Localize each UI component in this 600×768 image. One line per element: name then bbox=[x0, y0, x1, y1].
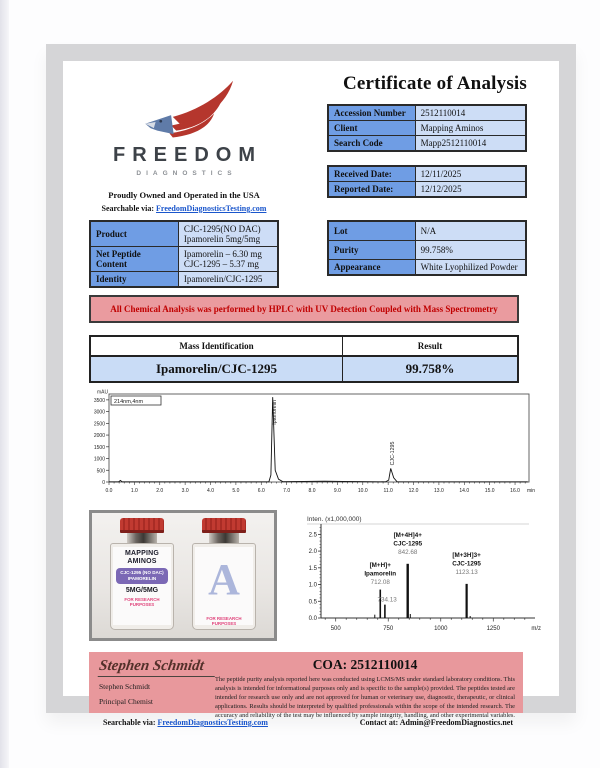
product-value-line: Ipamorelin 5mg/5mg bbox=[183, 234, 261, 244]
svg-text:CJC-1295: CJC-1295 bbox=[390, 441, 397, 466]
svg-text:13.0: 13.0 bbox=[434, 488, 444, 494]
svg-text:750: 750 bbox=[383, 626, 394, 632]
signature-script: Stephen Schmidt bbox=[98, 658, 217, 677]
vial-back bbox=[186, 518, 262, 633]
net-peptide-label: Net Peptide Content bbox=[90, 247, 178, 272]
svg-text:500: 500 bbox=[96, 468, 105, 475]
lot-label: Lot bbox=[328, 221, 415, 240]
vial-cap bbox=[202, 518, 246, 533]
coa-number: COA: 2512110014 bbox=[312, 657, 418, 672]
company-tagline: Proudly Owned and Operated in the USA bbox=[108, 190, 260, 200]
certificate-column bbox=[293, 69, 543, 288]
table-row bbox=[90, 356, 518, 382]
svg-text:7.0: 7.0 bbox=[283, 488, 291, 494]
svg-text:1000: 1000 bbox=[434, 626, 448, 632]
mass-identification-table bbox=[89, 335, 519, 383]
svg-text:Ipamorelin: Ipamorelin bbox=[364, 570, 397, 578]
svg-text:4.0: 4.0 bbox=[207, 488, 214, 494]
client-value: Mapping Aminos bbox=[415, 121, 526, 136]
disclaimer-text: The peptide purity analysis reported here was conducted using LCMS/MS under standard laboratory conditions. This analysis is intended for informational purposes only and is specific to the sample(s) provided. The peptides tested are intended for research use only and are not approved for human or veterinary use, diagnostic, therapeutic, or clinical applications. Results should be interpreted by qualified professionals within the scope of the intended research. The accuracy and reliability of the test may be influenced by sample integrity, handling, and other experimental variables. bbox=[215, 676, 516, 719]
identity-value: Ipamorelin/CJC-1295 bbox=[178, 272, 278, 288]
svg-text:CJC-1295: CJC-1295 bbox=[393, 540, 423, 548]
identity-label: Identity bbox=[90, 272, 178, 288]
mass-id-value: Ipamorelin/CJC-1295 bbox=[90, 356, 343, 382]
client-label: Client bbox=[328, 121, 415, 136]
vial-label-front bbox=[113, 547, 171, 625]
result-header: Result bbox=[343, 336, 518, 356]
svg-text:1.0: 1.0 bbox=[130, 488, 138, 494]
table-row bbox=[328, 221, 526, 240]
svg-text:1500: 1500 bbox=[93, 444, 105, 451]
svg-text:5.0: 5.0 bbox=[232, 488, 240, 494]
table-row bbox=[328, 182, 526, 198]
svg-text:1250: 1250 bbox=[486, 626, 500, 632]
svg-text:2000: 2000 bbox=[93, 433, 105, 440]
chemist-role: Principal Chemist bbox=[99, 697, 153, 706]
svg-text:3500: 3500 bbox=[93, 397, 105, 404]
searchable-label: Searchable via: bbox=[101, 204, 155, 213]
accession-value: 2512110014 bbox=[415, 105, 526, 121]
svg-text:3000: 3000 bbox=[93, 409, 105, 416]
net-peptide-value bbox=[178, 247, 278, 272]
vial-caution: FOR RESEARCH PURPOSES bbox=[124, 596, 160, 607]
svg-text:[M+H]+: [M+H]+ bbox=[369, 562, 391, 570]
received-date-value: 12/11/2025 bbox=[415, 166, 526, 182]
vial-label-back bbox=[195, 547, 253, 625]
vial-brand-line: AMINOS bbox=[127, 557, 157, 565]
svg-text:mAU: mAU bbox=[97, 389, 109, 396]
svg-text:842.68: 842.68 bbox=[398, 549, 418, 557]
table-row bbox=[328, 259, 526, 275]
images-row bbox=[75, 510, 543, 645]
table-row bbox=[328, 121, 526, 136]
vial-back-caution: FOR RESEARCH PURPOSES bbox=[206, 616, 242, 626]
net-peptide-line: CJC-1295 – 5.37 mg bbox=[183, 259, 259, 269]
svg-text:500: 500 bbox=[330, 626, 341, 632]
svg-text:0: 0 bbox=[102, 480, 105, 486]
svg-text:12.0: 12.0 bbox=[408, 488, 419, 494]
vial-body bbox=[110, 543, 174, 630]
vial-neck bbox=[127, 533, 157, 543]
lot-table bbox=[327, 220, 527, 276]
svg-text:15.0: 15.0 bbox=[484, 488, 495, 494]
net-peptide-line: Ipamorelin – 6.30 mg bbox=[183, 249, 262, 259]
svg-text:712.08: 712.08 bbox=[370, 579, 390, 587]
product-vials-photo bbox=[89, 510, 277, 641]
purity-label: Purity bbox=[328, 240, 415, 259]
svg-text:[M+3H]3+: [M+3H]3+ bbox=[452, 552, 481, 560]
logo-wordmark: FREEDOM bbox=[113, 144, 262, 166]
chromatogram-figure bbox=[75, 388, 543, 505]
table-row bbox=[328, 136, 526, 152]
svg-text:10.0: 10.0 bbox=[357, 488, 368, 494]
signature-column bbox=[99, 657, 211, 709]
logo-subtitle: DIAGNOSTICS bbox=[136, 170, 237, 177]
searchable-line bbox=[75, 204, 293, 213]
page-title: Certificate of Analysis bbox=[342, 73, 527, 94]
analysis-method-banner: All Chemical Analysis was performed by HPLC with UV Detection Coupled with Mass Spectrometry bbox=[89, 295, 519, 323]
vial-body bbox=[192, 543, 256, 630]
company-logo bbox=[106, 79, 262, 177]
mass-id-header: Mass Identification bbox=[90, 336, 343, 356]
svg-text:[M+4H]4+: [M+4H]4+ bbox=[393, 532, 422, 540]
svg-text:Inten. (x1,000,000): Inten. (x1,000,000) bbox=[307, 516, 362, 523]
table-row bbox=[90, 221, 278, 247]
svg-text:2.5: 2.5 bbox=[308, 532, 317, 539]
svg-text:min: min bbox=[526, 488, 535, 494]
svg-text:CJC-1295: CJC-1295 bbox=[452, 560, 481, 568]
footer-contact: Contact at: Admin@FreedomDiagnostics.net bbox=[359, 718, 513, 727]
search-code-label: Search Code bbox=[328, 136, 415, 152]
document-frame bbox=[46, 44, 576, 727]
vial-band-line: IPAMORELIN bbox=[127, 576, 157, 582]
svg-text:1.5: 1.5 bbox=[308, 565, 317, 572]
svg-text:0.0: 0.0 bbox=[308, 616, 317, 622]
vial-band-line: CJC-1295 (NO DAC) bbox=[120, 570, 164, 576]
accession-label: Accession Number bbox=[328, 105, 415, 121]
svg-text:9.0: 9.0 bbox=[333, 488, 341, 494]
appearance-value: White Lyophilized Powder bbox=[415, 259, 526, 275]
accession-table bbox=[327, 104, 527, 152]
company-column bbox=[75, 69, 293, 288]
footer-searchable-link[interactable]: FreedomDiagnosticsTesting.com bbox=[157, 718, 268, 727]
vial-neck bbox=[209, 533, 239, 543]
footer-searchable bbox=[103, 718, 268, 727]
product-value bbox=[178, 221, 278, 247]
dates-table bbox=[327, 165, 527, 198]
appearance-label: Appearance bbox=[328, 259, 415, 275]
svg-text:14.0: 14.0 bbox=[459, 488, 470, 494]
vial-cap bbox=[120, 518, 164, 533]
svg-text:2.0: 2.0 bbox=[308, 549, 317, 556]
footer-searchable-label: Searchable via: bbox=[103, 718, 156, 727]
svg-text:8.0: 8.0 bbox=[308, 488, 316, 494]
product-label: Product bbox=[90, 221, 178, 247]
vial-dose: 5MG/5MG bbox=[125, 586, 159, 594]
vial-back-logo: A bbox=[208, 555, 240, 604]
signature-block bbox=[89, 652, 523, 719]
chromatogram-chart bbox=[75, 388, 537, 500]
search-code-value: Mapp2512110014 bbox=[415, 136, 526, 152]
eagle-flag-icon bbox=[118, 79, 250, 141]
svg-text:734.13: 734.13 bbox=[377, 596, 397, 604]
table-row bbox=[328, 240, 526, 259]
certificate-page bbox=[63, 61, 559, 727]
svg-text:214nm,4nm: 214nm,4nm bbox=[114, 399, 144, 405]
svg-text:2.0: 2.0 bbox=[156, 488, 164, 494]
chemist-name: Stephen Schmidt bbox=[99, 682, 151, 691]
svg-text:Ipamorelin: Ipamorelin bbox=[272, 400, 279, 425]
svg-text:3.0: 3.0 bbox=[181, 488, 189, 494]
vial-front bbox=[104, 518, 180, 633]
svg-text:6.0: 6.0 bbox=[257, 488, 265, 494]
reported-date-label: Reported Date: bbox=[328, 182, 415, 198]
mass-spectrum-figure bbox=[295, 510, 543, 645]
table-row bbox=[328, 105, 526, 121]
product-table bbox=[89, 220, 279, 288]
svg-text:m/z: m/z bbox=[531, 626, 541, 632]
mass-spectrum-chart bbox=[295, 512, 543, 640]
svg-text:11.0: 11.0 bbox=[383, 488, 393, 494]
vial-brand-line: MAPPING bbox=[124, 550, 160, 557]
purity-value: 99.758% bbox=[415, 240, 526, 259]
svg-text:16.0: 16.0 bbox=[510, 488, 520, 494]
table-header-row bbox=[90, 336, 518, 356]
svg-text:1000: 1000 bbox=[93, 456, 105, 463]
product-value-line: CJC-1295(NO DAC) bbox=[183, 224, 261, 234]
vial-product-band bbox=[116, 568, 168, 583]
reported-date-value: 12/12/2025 bbox=[415, 182, 526, 198]
lot-value: N/A bbox=[415, 221, 526, 240]
svg-text:2500: 2500 bbox=[93, 421, 105, 428]
vial-brand bbox=[113, 550, 171, 565]
table-row bbox=[90, 272, 278, 288]
searchable-link[interactable]: FreedomDiagnosticsTesting.com bbox=[156, 204, 267, 213]
header-section bbox=[75, 69, 543, 288]
svg-text:1123.13: 1123.13 bbox=[455, 569, 478, 577]
svg-text:0.5: 0.5 bbox=[308, 599, 317, 606]
coa-column bbox=[211, 657, 516, 719]
result-value: 99.758% bbox=[343, 356, 518, 382]
svg-text:0.0: 0.0 bbox=[105, 488, 113, 494]
table-row bbox=[90, 247, 278, 272]
received-date-label: Received Date: bbox=[328, 166, 415, 182]
svg-text:1.0: 1.0 bbox=[308, 582, 317, 589]
table-row bbox=[328, 166, 526, 182]
